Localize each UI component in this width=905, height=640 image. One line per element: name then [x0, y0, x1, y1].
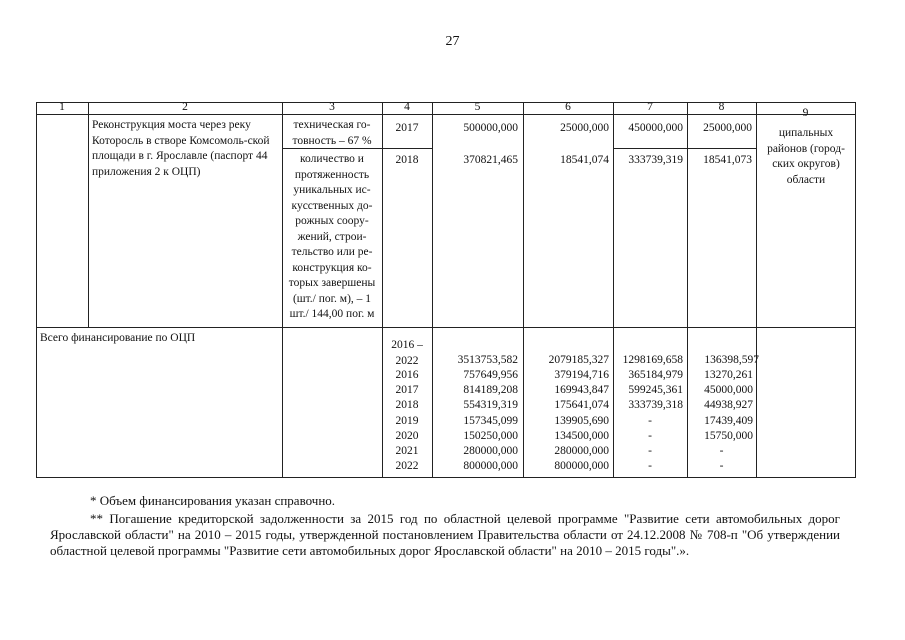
col-header-6: 6 [565, 101, 571, 113]
col-border [36, 102, 37, 478]
year-cell: 2019 [395, 415, 419, 427]
amount-col8: - [719, 445, 724, 457]
col-header-8: 8 [718, 101, 725, 113]
year-cell: 2020 [395, 430, 419, 442]
amount-col7: 599245,361 [628, 384, 683, 396]
year-cell: 2021 [395, 445, 419, 457]
amount-col6: 800000,000 [554, 460, 609, 472]
amount-col6: 139905,690 [554, 415, 609, 427]
year-cell: 2017 [395, 384, 419, 396]
amount-col8: - [719, 460, 724, 472]
amount-total: 814189,208 [463, 384, 518, 396]
amount-col7: 1298169,658 [622, 354, 683, 366]
amount-col6: 18541,074 [560, 154, 609, 166]
amount-col7: 450000,000 [628, 122, 683, 134]
amount-col8: 15750,000 [704, 430, 753, 442]
amount-col6: 175641,074 [554, 399, 609, 411]
amount-col7: - [648, 415, 652, 427]
col-header-7: 7 [647, 101, 653, 113]
col-header-4: 4 [404, 101, 410, 113]
amount-col8: 44938,927 [704, 399, 753, 411]
amount-col6: 134500,000 [554, 430, 609, 442]
amount-col7: - [648, 430, 652, 442]
amount-total: 370821,465 [463, 154, 518, 166]
amount-col7: 333739,318 [628, 399, 683, 411]
amount-col6: 379194,716 [554, 369, 609, 381]
amount-total: 554319,319 [463, 399, 518, 411]
indicator-readiness: техническая го-товность – 67 % [292, 119, 372, 147]
financing-table [36, 102, 856, 478]
table-bottom-border [36, 477, 856, 478]
footnotes [50, 493, 840, 559]
col-border [855, 102, 856, 478]
year-cell: 2017 [395, 122, 419, 134]
footnote-1: * Объем финансирования указан справочно. [90, 493, 336, 508]
amount-col6: 25000,000 [560, 122, 609, 134]
indicator-quantity: количество и протяженность уникальных ис-кусственных до-рожных соору-жений, строи-тельство или ре-конструкция ко-торых завершены (шт./ пог. м), – 1 шт./ 144,00 пог. м [288, 153, 376, 320]
amount-col7: 365184,979 [628, 369, 683, 381]
amount-total: 757649,956 [463, 369, 518, 381]
amount-col8: 136398,597 [704, 354, 759, 366]
amount-total: 800000,000 [463, 460, 518, 472]
year-cell: 2018 [395, 399, 419, 411]
amount-col8: 18541,073 [703, 154, 752, 166]
amount-col6: 169943,847 [554, 384, 609, 396]
amount-col6: 2079185,327 [548, 354, 609, 366]
col-header-2: 2 [182, 101, 188, 113]
col-header-1: 1 [59, 101, 65, 113]
col-border [282, 102, 283, 478]
subrow-divider-right [613, 148, 756, 149]
amount-col7: - [648, 460, 652, 472]
page-number: 27 [445, 34, 460, 49]
year-cell: 2016 – 2022 [391, 339, 423, 367]
year-cell: 2022 [395, 460, 419, 472]
col-border [756, 102, 757, 478]
funding-source: ципальных районов (город-ских округов) области [767, 127, 845, 186]
amount-total: 280000,000 [463, 445, 518, 457]
col-border [88, 102, 89, 327]
amount-total: 500000,000 [463, 122, 518, 134]
amount-col8: 45000,000 [704, 384, 753, 396]
col-header-3: 3 [329, 101, 335, 113]
amount-col8: 13270,261 [704, 369, 753, 381]
amount-col7: 333739,319 [628, 154, 683, 166]
amount-col8: 25000,000 [703, 122, 752, 134]
amount-col8: 17439,409 [704, 415, 753, 427]
total-label: Всего финансирование по ОЦП [40, 332, 196, 344]
footnote-2: ** Погашение кредиторской задолженности за 2015 год по областной целевой программе "Развитие сети автомобильных дорог Ярославской области" на 2010 – 2015 годы, утвержденной постановлением Правительства области от 24.12.2008 № 708-п "Об утверждении областной целевой программы "Развитие сети автомобильных дорог Ярославской области" на 2010 – 2015 годы".». [50, 511, 840, 558]
row-divider [36, 327, 856, 328]
col-header-9: 9 [802, 107, 809, 119]
amount-total: 150250,000 [463, 430, 518, 442]
year-cell: 2016 [395, 369, 419, 381]
year-cell: 2018 [395, 154, 419, 166]
amount-col7: - [648, 445, 652, 457]
project-name: Реконструкция моста через реку Которосль в створе Комсомоль-ской площади в г. Ярославле (паспорт 44 приложения 2 к ОЦП) [92, 119, 270, 178]
amount-total: 157345,099 [463, 415, 518, 427]
amount-col6: 280000,000 [554, 445, 609, 457]
amount-total: 3513753,582 [457, 354, 518, 366]
col-header-5: 5 [474, 101, 481, 113]
